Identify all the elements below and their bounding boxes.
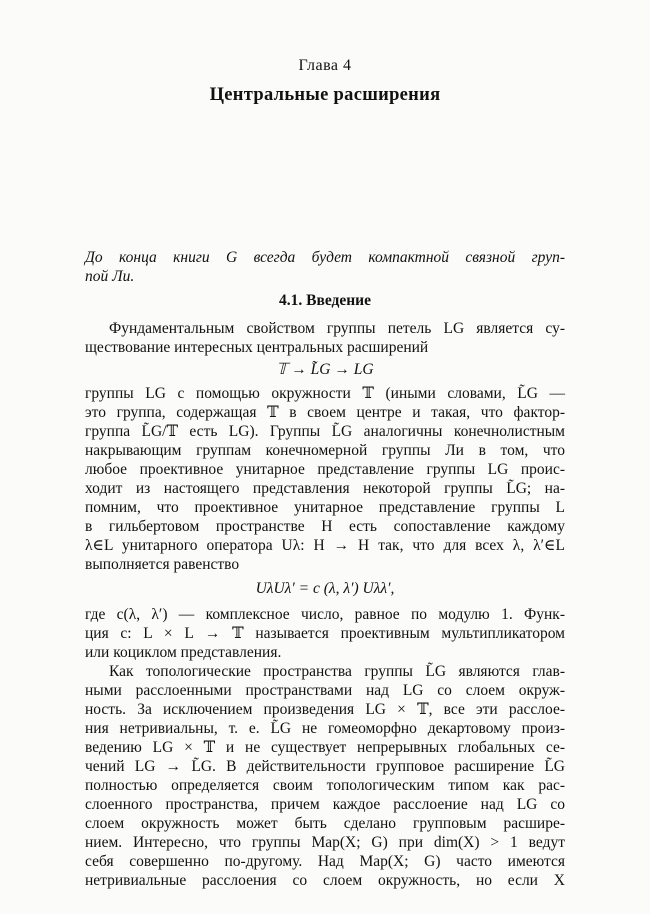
formula-cocycle: UλUλ′ = c (λ, λ′) Uλλ′, bbox=[255, 580, 395, 597]
text-line: ность. За исключением произведения LG × 𝕋, все эти расслое- bbox=[85, 701, 565, 718]
chapter-title: Центральные расширения bbox=[209, 85, 441, 105]
text-line: слоем окружность может быть сделано групповым расшире- bbox=[85, 815, 565, 832]
text-line: или коциклом представления. bbox=[85, 644, 282, 661]
chapter-label: Глава 4 bbox=[298, 57, 352, 74]
text-line: λ∈L унитарного оператора Uλ: H → H так, что для всех λ, λ′∈L bbox=[85, 537, 565, 554]
text-line: в гильбертовом пространстве H есть сопоставление каждому bbox=[85, 518, 565, 535]
text-line: ходит из настоящего представления некоторой группы L̃G; на- bbox=[85, 480, 565, 497]
text-line: чений LG → L̃G. В действительности групповое расширение L̃G bbox=[85, 758, 565, 775]
epigraph-line: До конца книги G всегда будет компактной связной груп- bbox=[85, 249, 565, 266]
text-line: накрывающим группам конечномерной группы Ли в том, что bbox=[85, 442, 565, 459]
text-line: выполняется равенство bbox=[85, 556, 240, 573]
text-line: помним, что проективное унитарное представление группы L bbox=[85, 499, 565, 516]
text-line: нетривиальные расслоения со слоем окружность, но если X bbox=[85, 872, 565, 889]
epigraph bbox=[85, 248, 565, 286]
text-line: ведению LG × 𝕋 и не существует непрерывных глобальных се- bbox=[85, 739, 565, 756]
text-line: Как топологические пространства группы L̃G являются глав- bbox=[109, 663, 565, 680]
text-line: это группа, содержащая 𝕋 в своем центре и такая, что фактор- bbox=[85, 404, 565, 421]
text-line: ния нетривиальны, т. е. L̃G не гомеоморфно декартовому произ- bbox=[85, 720, 565, 737]
text-line: где c(λ, λ′) — комплексное число, равное по модулю 1. Функ- bbox=[85, 606, 565, 623]
section-heading: 4.1. Введение bbox=[279, 292, 371, 309]
text-line: ществование интересных центральных расширений bbox=[85, 339, 429, 356]
text-line: нием. Интересно, что группы Map(X; G) при dim(X) > 1 ведут bbox=[85, 834, 565, 851]
text-line: полностью определяется своим топологическим типом как рас- bbox=[85, 777, 565, 794]
text-line: группа L̃G/𝕋 есть LG). Группы L̃G аналогичны конечнолистным bbox=[85, 423, 565, 440]
text-line: ция c: L × L → 𝕋 называется проективным мультипликатором bbox=[85, 625, 565, 642]
text-line: Фундаментальным свойством группы петель LG является су- bbox=[109, 320, 565, 337]
text-line: ными расслоенными пространствами над LG со слоем окруж- bbox=[85, 682, 565, 699]
text-line: слоенного пространства, причем каждое расслоение над LG со bbox=[85, 796, 565, 813]
formula-extension: 𝕋 → L̃G → LG bbox=[276, 361, 374, 378]
text-line: себя совершенно по-другому. Над Map(X; G) часто имеются bbox=[85, 853, 565, 870]
text-line: группы LG с помощью окружности 𝕋 (иными словами, L̃G — bbox=[85, 385, 565, 402]
text-line: любое проективное унитарное представление группы LG проис- bbox=[85, 461, 565, 478]
epigraph-line: пой Ли. bbox=[85, 268, 135, 285]
